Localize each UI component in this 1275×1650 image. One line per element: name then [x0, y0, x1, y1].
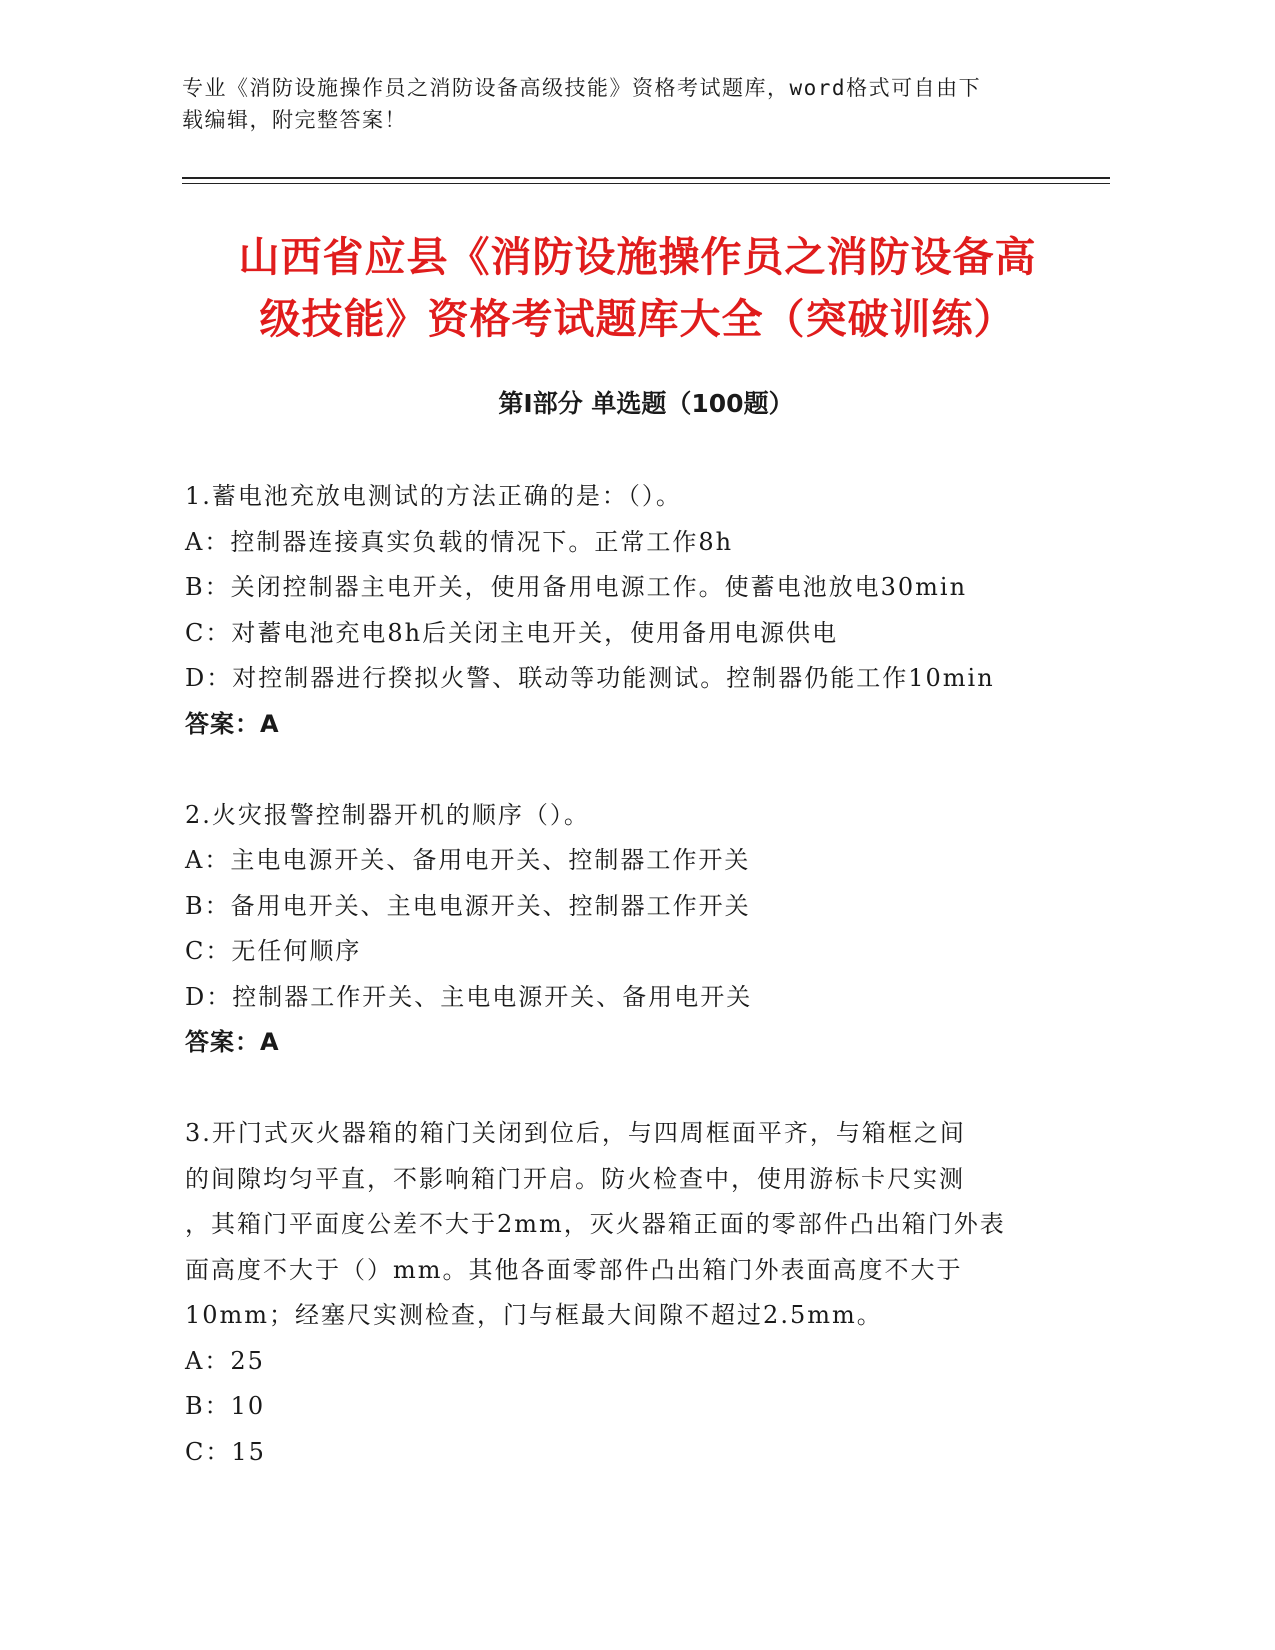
- question-2: [185, 793, 1085, 1066]
- question-stem: 2.火灾报警控制器开机的顺序（）。: [185, 800, 590, 829]
- answer-label: 答案：A: [185, 1028, 280, 1056]
- option-c: C：无任何顺序: [185, 937, 362, 965]
- header-note-line-2: 载编辑，附完整答案！: [182, 108, 407, 132]
- document-title-line-2: 级技能》资格考试题库大全（突破训练）: [259, 295, 1016, 343]
- question-stem-line-3: ，其箱门平面度公差不大于2mm，灭火器箱正面的零部件凸出箱门外表: [185, 1210, 1006, 1238]
- question-stem-line-5: 10mm；经塞尺实测检查，门与框最大间隙不超过2.5mm。: [185, 1301, 883, 1329]
- option-a: A：25: [185, 1346, 265, 1375]
- option-b: B：关闭控制器主电开关，使用备用电源工作。使蓄电池放电30min: [185, 573, 968, 601]
- header-note-line-1: 专业《消防设施操作员之消防设备高级技能》资格考试题库，word格式可自由下: [182, 76, 982, 100]
- section-title: 第Ⅰ部分 单选题（100题）: [498, 389, 794, 418]
- header-note: [182, 72, 1062, 136]
- question-spacer: [185, 1066, 1085, 1112]
- option-d: D：对控制器进行揆拟火警、联动等功能测试。控制器仍能工作10min: [185, 664, 995, 692]
- option-d: D：控制器工作开关、主电电源开关、备用电开关: [185, 982, 753, 1011]
- question-stem-line-2: 的间隙均匀平直，不影响箱门开启。防火检查中，使用游标卡尺实测: [185, 1164, 965, 1193]
- document-title-line-1: 山西省应县《消防设施操作员之消防设备高: [238, 233, 1037, 281]
- answer-label: 答案：A: [185, 709, 280, 738]
- question-stem-line-1: 3.开门式灭火器箱的箱门关闭到位后，与四周框面平齐，与箱框之间: [185, 1119, 966, 1147]
- option-b: B：10: [185, 1392, 266, 1420]
- option-c: C：15: [185, 1437, 266, 1466]
- option-a: A：控制器连接真实负载的情况下。正常工作8h: [185, 527, 734, 556]
- document-title: [160, 226, 1115, 350]
- option-b: B：备用电开关、主电电源开关、控制器工作开关: [185, 891, 751, 920]
- option-c: C：对蓄电池充电8h后关闭主电开关，使用备用电源供电: [185, 618, 839, 647]
- question-list: [185, 474, 1085, 1475]
- question-stem-line-4: 面高度不大于（）mm。其他各面零部件凸出箱门外表面高度不大于: [185, 1255, 963, 1284]
- header-divider-thin: [182, 183, 1110, 184]
- option-a: A：主电电源开关、备用电开关、控制器工作开关: [185, 846, 751, 874]
- question-1: [185, 474, 1085, 747]
- question-stem: 1.蓄电池充放电测试的方法正确的是：（）。: [185, 482, 682, 510]
- question-spacer: [185, 747, 1085, 793]
- header-divider-thick: [182, 177, 1110, 179]
- question-3: [185, 1111, 1085, 1475]
